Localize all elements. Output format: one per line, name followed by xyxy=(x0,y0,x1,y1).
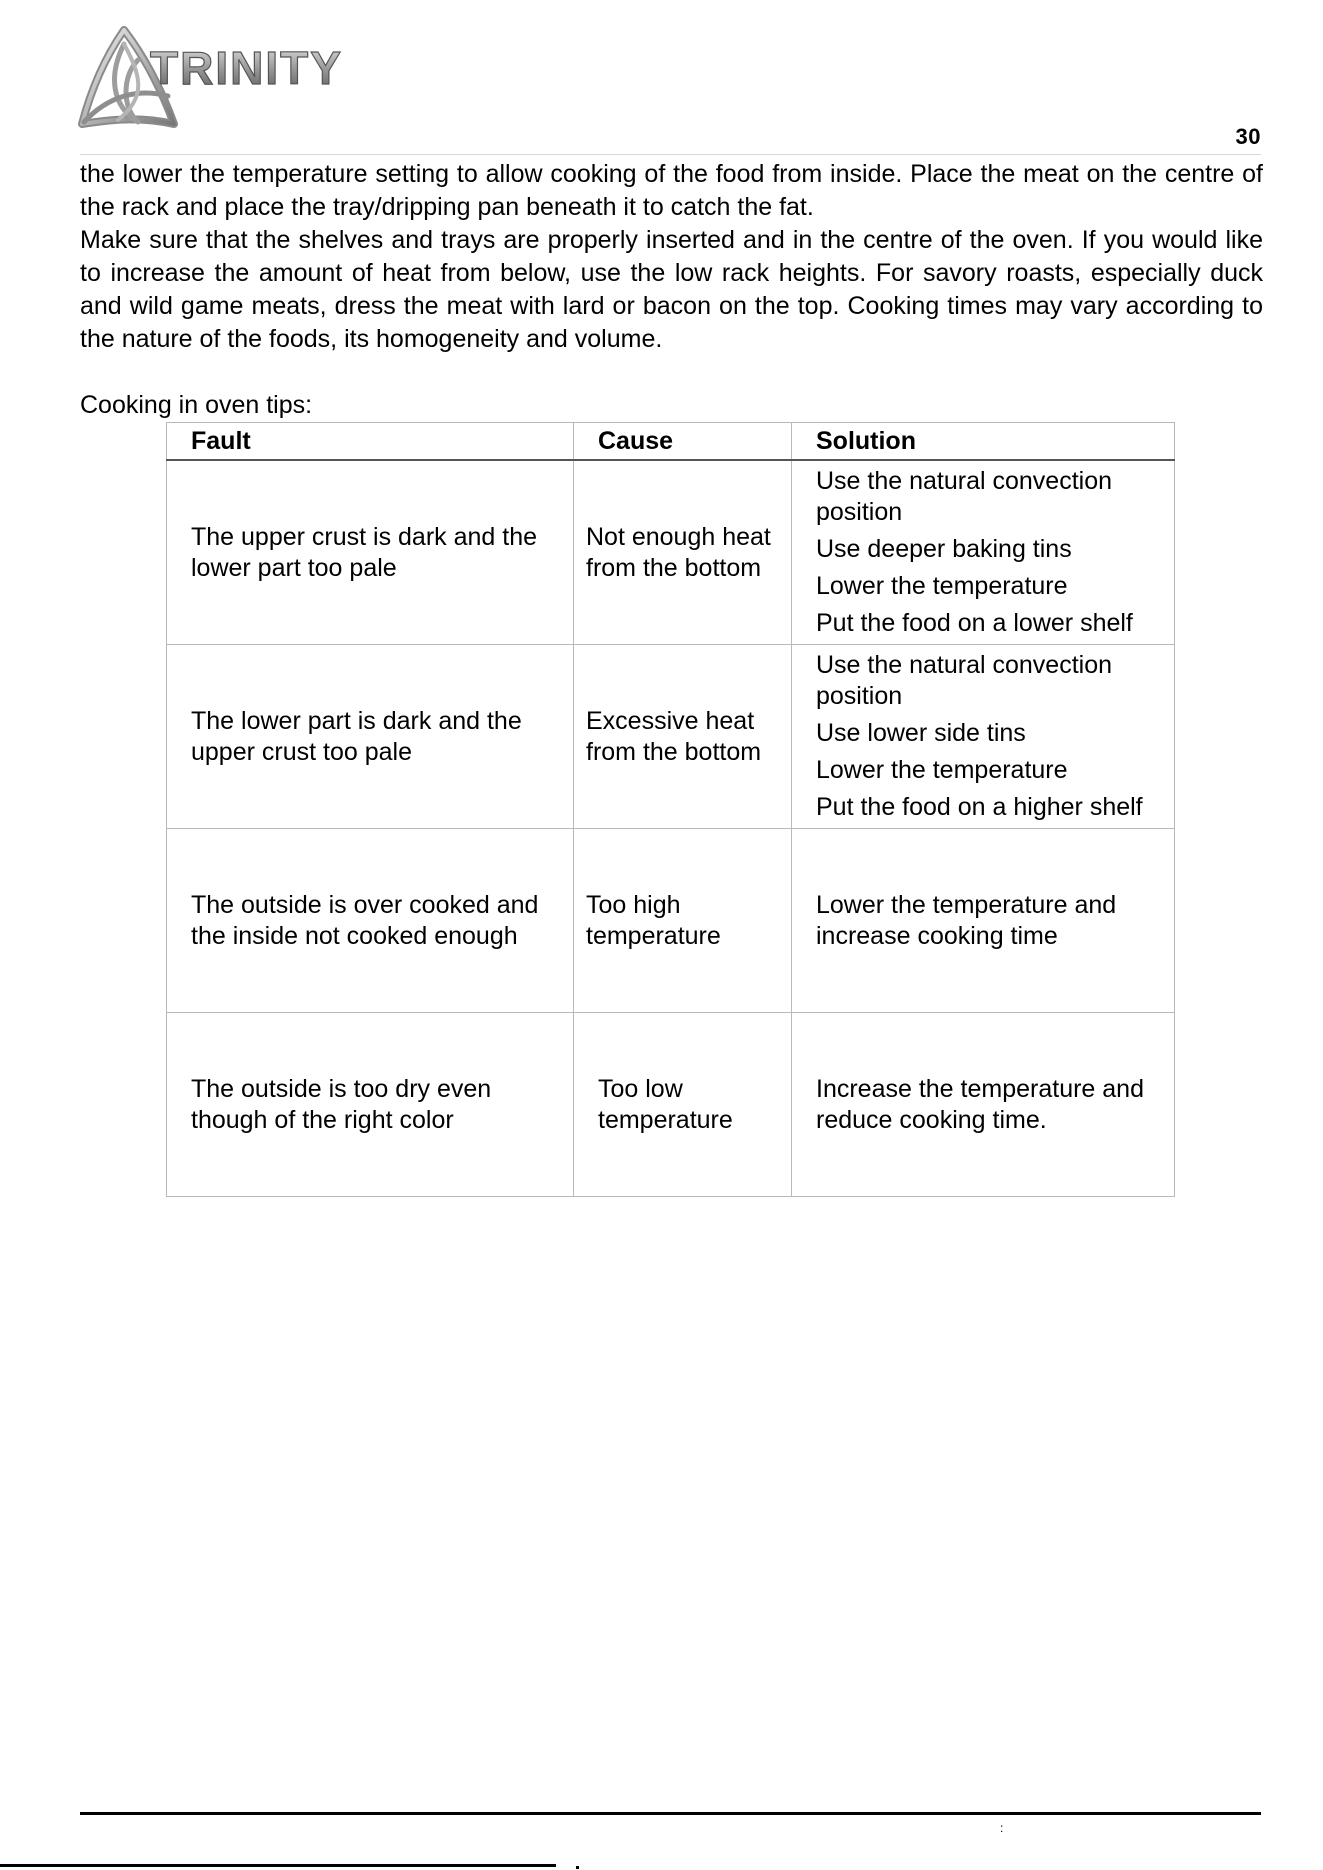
cause-cell: Too high temperature xyxy=(574,829,792,1013)
fault-cell: The upper crust is dark and the lower part too pale xyxy=(167,460,574,645)
table-row xyxy=(167,645,1175,829)
cause-cell: Too low temperature xyxy=(574,1013,792,1197)
tips-heading: Cooking in oven tips: xyxy=(80,391,313,419)
page-bottom-edge xyxy=(0,1864,556,1867)
column-header-solution: Solution xyxy=(792,423,1175,461)
fault-cell: The lower part is dark and the upper crust too pale xyxy=(167,645,574,829)
solution-cell xyxy=(792,829,1175,1013)
solution-item: Put the food on a higher shelf xyxy=(816,793,1143,821)
body-paragraph: Make sure that the shelves and trays are properly inserted and in the centre of the oven. If you would like to increase the amount of heat from below, use the low rack heights. For savory roasts, especially duck and wild game meats, dress the meat with lard or bacon on the top. Cooking times may vary according to the nature of the foods, its homogeneity and volume. xyxy=(80,226,1263,353)
table-row xyxy=(167,460,1175,645)
fault-cell: The outside is too dry even though of the right color xyxy=(167,1013,574,1197)
logo-wordmark: TRINITY xyxy=(150,42,343,94)
body-paragraph: the lower the temperature setting to allow cooking of the food from inside. Place the meat on the centre of the rack and place the tray/dripping pan beneath it to catch the fat. xyxy=(80,160,1263,221)
solution-cell xyxy=(792,1013,1175,1197)
page-bottom-dot xyxy=(576,1866,579,1869)
solution-cell xyxy=(792,460,1175,645)
solution-item: Lower the temperature and increase cooking time xyxy=(816,890,1117,950)
solution-item: Use the natural convection position xyxy=(816,467,1113,526)
header-rule xyxy=(80,154,1261,155)
solution-item: Put the food on a lower shelf xyxy=(816,609,1133,637)
table-row xyxy=(167,1013,1175,1197)
solution-cell xyxy=(792,645,1175,829)
footer-rule xyxy=(80,1812,1261,1815)
fault-cell: The outside is over cooked and the inside not cooked enough xyxy=(167,829,574,1013)
body-text xyxy=(80,158,1263,356)
solution-item: Lower the temperature xyxy=(816,572,1068,600)
solution-item: Use deeper baking tins xyxy=(816,535,1072,563)
column-header-fault: Fault xyxy=(167,423,574,461)
solution-item: Increase the temperature and reduce cooking time. xyxy=(816,1074,1144,1134)
footer-mark: : xyxy=(1000,1821,1004,1835)
solution-item: Lower the temperature xyxy=(816,756,1068,784)
trinity-logo xyxy=(78,26,398,136)
table-header-row xyxy=(167,423,1175,461)
solution-item: Use the natural convection position xyxy=(816,651,1113,710)
table-row xyxy=(167,829,1175,1013)
page-number: 30 xyxy=(1235,124,1261,149)
column-header-cause: Cause xyxy=(574,423,792,461)
cause-cell: Not enough heat from the bottom xyxy=(574,460,792,645)
oven-tips-table xyxy=(166,422,1175,1197)
cause-cell: Excessive heat from the bottom xyxy=(574,645,792,829)
solution-item: Use lower side tins xyxy=(816,719,1026,747)
